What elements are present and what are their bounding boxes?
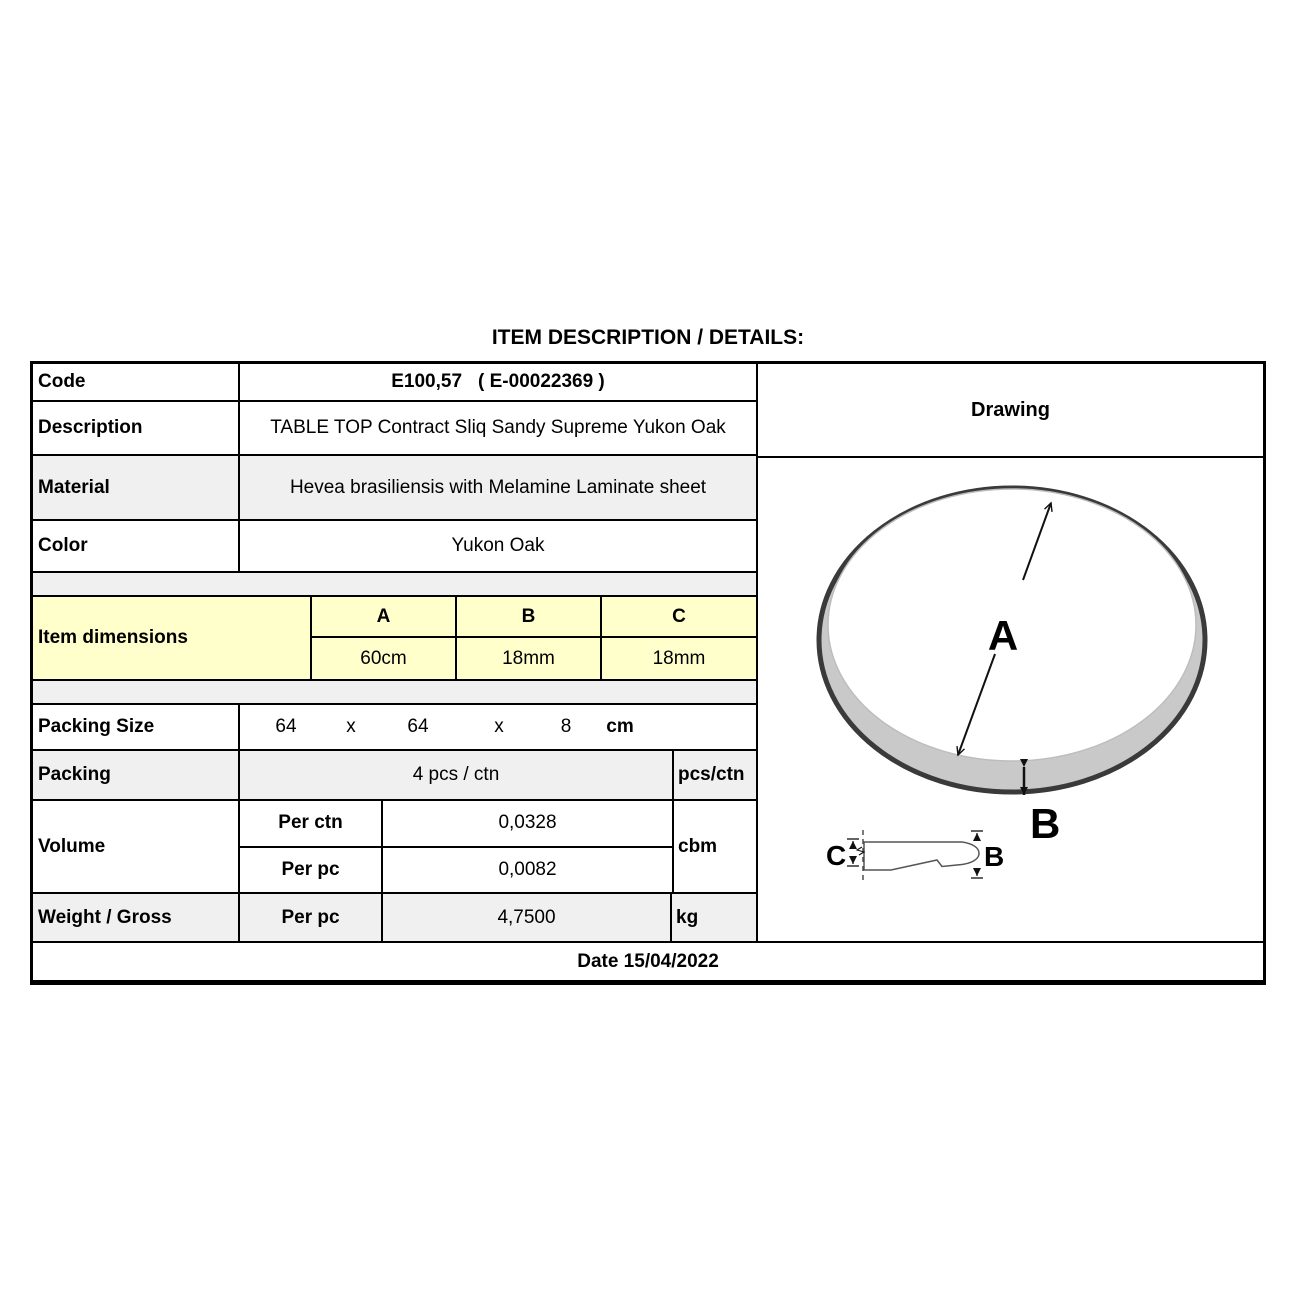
spec-left-table bbox=[33, 364, 758, 941]
dimensions-grid bbox=[312, 597, 756, 679]
spacer-row-2 bbox=[33, 681, 756, 705]
code-value bbox=[240, 364, 756, 400]
row-packing-size bbox=[33, 705, 756, 751]
drawing-column bbox=[758, 364, 1263, 941]
weight-value: 4,7500 bbox=[383, 894, 672, 941]
packing-size-x2: x bbox=[494, 716, 504, 737]
description-label: Description bbox=[33, 402, 240, 454]
row-volume bbox=[33, 801, 756, 894]
volume-unit: cbm bbox=[678, 835, 718, 857]
volume-label: Volume bbox=[33, 801, 240, 892]
drawing-canvas bbox=[758, 458, 1263, 941]
volume-row-ctn bbox=[240, 801, 672, 848]
code-label: Code bbox=[33, 364, 240, 400]
profile-outline bbox=[864, 842, 979, 870]
date-row bbox=[33, 943, 1263, 980]
row-description bbox=[33, 402, 756, 456]
packing-value: 4 pcs / ctn bbox=[240, 751, 674, 799]
tabletop-drawing bbox=[758, 458, 1262, 939]
volume-per-ctn-label: Per ctn bbox=[240, 801, 383, 846]
edge-profile bbox=[847, 830, 983, 882]
packing-unit: pcs/ctn bbox=[678, 764, 745, 785]
volume-row-pc bbox=[240, 848, 672, 893]
volume-per-ctn-value: 0,0328 bbox=[498, 812, 557, 834]
volume-per-pc-label: Per pc bbox=[240, 848, 383, 893]
dim-val-a: 60cm bbox=[312, 638, 457, 679]
row-color bbox=[33, 521, 756, 573]
dim-val-c: 18mm bbox=[652, 647, 706, 669]
diameter-label: A bbox=[987, 612, 1019, 659]
profile-b-label: B bbox=[984, 841, 1005, 872]
code-value-paren: ( E-00022369 ) bbox=[478, 371, 605, 392]
sheet-main bbox=[33, 364, 1263, 943]
code-value-main: E100,57 bbox=[391, 371, 463, 392]
dim-col-a: A bbox=[312, 597, 457, 636]
weight-unit: kg bbox=[676, 906, 699, 928]
dimensions-label: Item dimensions bbox=[33, 597, 312, 679]
row-item-dimensions bbox=[33, 597, 756, 681]
dim-val-b: 18mm bbox=[457, 638, 602, 679]
packing-size-d: 64 bbox=[407, 716, 429, 737]
row-packing bbox=[33, 751, 756, 801]
row-weight bbox=[33, 894, 756, 941]
dim-col-b: B bbox=[457, 597, 602, 636]
packing-size-w: 64 bbox=[275, 716, 297, 737]
dimensions-value-row bbox=[312, 638, 756, 679]
packing-size-label: Packing Size bbox=[33, 705, 240, 749]
spec-sheet-table bbox=[30, 361, 1266, 985]
packing-size-unit: cm bbox=[606, 716, 634, 737]
weight-per-pc-label: Per pc bbox=[240, 894, 383, 941]
row-code bbox=[33, 364, 756, 402]
packing-size-x1: x bbox=[346, 716, 356, 737]
row-material bbox=[33, 456, 756, 521]
color-value: Yukon Oak bbox=[451, 535, 545, 556]
volume-per-pc-value: 0,0082 bbox=[498, 858, 557, 880]
drawing-header: Drawing bbox=[758, 364, 1263, 458]
weight-label: Weight / Gross bbox=[33, 894, 240, 941]
packing-size-h: 8 bbox=[560, 716, 572, 737]
material-value: Hevea brasiliensis with Melamine Laminate sheet bbox=[289, 476, 707, 498]
date-text: Date 15/04/2022 bbox=[577, 950, 719, 972]
description-value: TABLE TOP Contract Sliq Sandy Supreme Yukon Oak bbox=[270, 417, 726, 438]
page-title: ITEM DESCRIPTION / DETAILS: bbox=[491, 326, 805, 349]
thickness-label: B bbox=[1030, 800, 1061, 847]
volume-grid bbox=[240, 801, 674, 892]
material-label: Material bbox=[33, 456, 240, 519]
profile-c-label: C bbox=[826, 840, 847, 871]
spacer-row-1 bbox=[33, 573, 756, 597]
packing-label: Packing bbox=[33, 751, 240, 799]
dimensions-header-row bbox=[312, 597, 756, 638]
dim-col-c: C bbox=[672, 605, 686, 627]
packing-size-value bbox=[240, 705, 756, 749]
color-label: Color bbox=[33, 521, 240, 571]
